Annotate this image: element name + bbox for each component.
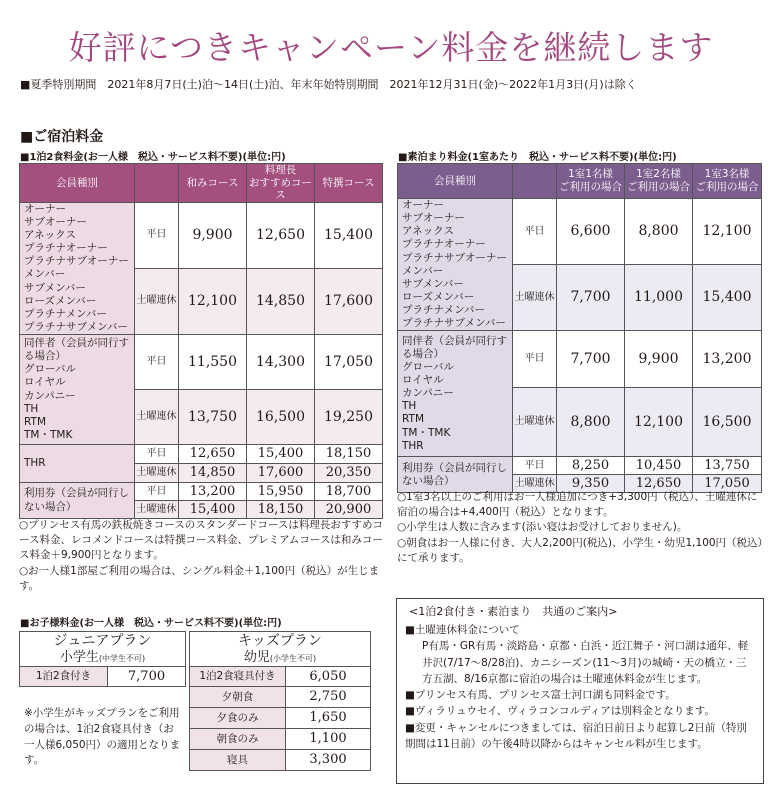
member-group-thr: THR [20,445,135,483]
price-cell: 20,900 [315,501,383,519]
price-cell: 16,500 [247,390,315,445]
price-cell: 8,250 [557,457,625,475]
price-cell: 17,050 [315,335,383,390]
kids-plan-label: 1泊2食寝具付き [190,667,286,687]
room-only-caption: ■素泊まり料金(1室あたり 税込・サービス料不要)(単位:円) [398,152,677,163]
day-weekday: 平日 [135,483,179,501]
day-weekday: 平日 [513,331,557,388]
price-cell: 12,650 [625,475,693,493]
price-cell: 12,100 [179,268,247,334]
col-tokusen: 特撰コース [315,164,383,203]
kids-plan-label: 夕食のみ [190,708,286,729]
note-single: ○お一人様1部屋ご利用の場合は、シングル料金＋1,100円（税込）が生じます。 [19,564,380,592]
price-cell: 12,100 [625,388,693,457]
col-chef: 料理長 おすすめコース [247,164,315,203]
kids-plan-label: 寝具 [190,750,286,771]
price-cell: 18,700 [315,483,383,501]
room-only-notes [397,490,765,566]
common-info-title: <1泊2食付き・素泊まり 共通のご案内> [409,605,618,618]
price-cell: 20,350 [315,464,383,483]
kids-plan-price: 6,050 [286,667,371,687]
half-board-notes [19,518,385,594]
day-weekday: 平日 [513,199,557,265]
price-cell: 17,600 [315,268,383,334]
common-info-box [396,598,764,784]
price-cell: 15,400 [315,202,383,268]
price-cell: 13,750 [693,457,762,475]
member-group-companion: 同伴者（会員が同行する場合） グローバル ロイヤル カンパニー TH RTM TM・TMK THR [398,331,513,457]
price-cell: 12,100 [693,199,762,265]
col-nagomi: 和みコース [179,164,247,203]
day-weekday: 平日 [513,457,557,475]
price-cell: 7,700 [557,331,625,388]
price-cell: 7,700 [557,265,625,331]
price-cell: 11,550 [179,335,247,390]
price-cell: 17,050 [693,475,762,493]
price-cell: 13,200 [693,331,762,388]
day-weekday: 平日 [135,445,179,464]
day-holiday: 土曜連休 [513,265,557,331]
member-group-ticket: 利用券（会員が同行しない場合） [20,483,135,519]
member-group-owner: オーナー サブオーナー アネックス プラチナオーナー プラチナサブオーナー メンバー サブメンバー ローズメンバー プラチナメンバー プラチナサブメンバー [398,199,513,331]
price-cell: 12,650 [247,202,315,268]
member-group-companion: 同伴者（会員が同行する場合） グローバル ロイヤル カンパニー TH RTM TM・TMK [20,335,135,445]
member-group-owner: オーナー サブオーナー アネックス プラチナオーナー プラチナサブオーナー メンバー サブメンバー ローズメンバー プラチナメンバー プラチナサブメンバー [20,202,135,334]
price-cell: 15,400 [693,265,762,331]
price-cell: 11,000 [625,265,693,331]
price-cell: 18,150 [315,445,383,464]
kids-plan-label: 朝食のみ [190,729,286,750]
price-cell: 8,800 [557,388,625,457]
kids-plan-price: 1,650 [286,708,371,729]
kids-plan-price: 1,100 [286,729,371,750]
col-three-guests: 1室3名様 ご利用の場合 [693,164,762,199]
day-holiday: 土曜連休 [135,501,179,519]
day-holiday: 土曜連休 [135,390,179,445]
price-cell: 14,850 [247,268,315,334]
day-holiday: 土曜連休 [135,464,179,483]
price-cell: 13,200 [179,483,247,501]
price-cell: 10,450 [625,457,693,475]
half-board-caption: ■1泊2食料金(お一人様 税込・サービス料不要)(単位:円) [20,152,286,163]
price-cell: 18,150 [247,501,315,519]
kids-plan-label: 夕朝食 [190,687,286,708]
day-weekday: 平日 [135,335,179,390]
note-extra-guest: ○1室3名以上のご利用はお一人様追加につき+3,300円（税込）、土曜連休に宿泊の場合は+4,400円（税込）となります。 [397,491,758,519]
price-cell: 9,350 [557,475,625,493]
junior-plan-table [19,631,186,687]
price-cell: 19,250 [315,390,383,445]
price-cell: 8,800 [625,199,693,265]
junior-plan-header: ジュニアプラン 小学生(中学生不可) [20,632,186,667]
special-period-note: ■夏季特別期間 2021年8月7日(土)泊〜14日(土)泊、年末年始特別期間 2021年12月31日(金)〜2022年1月3日(月)は除く [20,78,637,91]
kids-note: ※小学生がキッズプランをご利用の場合は、1泊2食寝具付き（お一人様6,050円）の適用となります。 [24,707,181,767]
note-teppanyaki: ○プリンセス有馬の鉄板焼きコースのスタンダードコースは料理長おすすめコース料金、レコメンドコースは特撰コース料金、プレミアムコースは和みコース料金＋9,900円となります。 [19,519,383,562]
kids-caption: ■お子様料金(お一人様 税込・サービス料不要)(単位:円) [20,618,282,629]
price-cell: 16,500 [693,388,762,457]
price-cell: 17,600 [247,464,315,483]
day-weekday: 平日 [135,202,179,268]
note-children-count: ○小学生は人数に含みます(添い寝はお受けしておりません)。 [397,521,688,534]
col-member-type: 会員種別 [398,164,513,199]
kids-plan-price: 3,300 [286,750,371,771]
price-cell: 14,850 [179,464,247,483]
price-cell: 13,750 [179,390,247,445]
note-breakfast: ○朝食はお一人様に付き、大人2,200円(税込)、小学生・幼児1,100円（税込）にて承ります。 [397,536,763,564]
col-two-guests: 1室2名様 ご利用の場合 [625,164,693,199]
half-board-table [19,163,383,519]
kids-plan-table [189,631,371,771]
member-group-ticket: 利用券（会員が同行しない場合） [398,457,513,493]
common-item-villa: ■ヴィラリュウセイ、ヴィラコンコルディアは別料金となります。 [405,705,715,718]
day-holiday: 土曜連休 [135,268,179,334]
common-item-cancel: ■変更・キャンセルにつきましては、宿泊日前日より起算し2日前（特別期間は11日前）の午後4時以降からはキャンセル料が生じます。 [405,721,747,750]
day-holiday: 土曜連休 [513,475,557,493]
day-holiday: 土曜連休 [513,388,557,457]
price-cell: 15,400 [247,445,315,464]
junior-plan-price: 7,700 [108,667,186,687]
page-title: 好評につきキャンペーン料金を継続します [68,28,714,67]
price-cell: 9,900 [625,331,693,388]
kids-plan-header: キッズプラン 幼児(小学生不可) [190,632,371,667]
price-cell: 14,300 [247,335,315,390]
common-item-same-price: ■プリンセス有馬、プリンセス富士河口湖も同料金です。 [405,689,676,702]
kids-plan-price: 2,750 [286,687,371,708]
price-cell: 6,600 [557,199,625,265]
junior-plan-label: 1泊2食付き [20,667,108,687]
col-one-guest: 1室1名様 ご利用の場合 [557,164,625,199]
common-item-saturday: ■土曜連休料金について P有馬・GR有馬・淡路島・京都・白浜・近江舞子・河口湖は通年、軽井沢(7/17〜8/28泊)、カニシーズン(11〜3月)の城崎・天の橋立・三方五湖、8/16京都に宿泊の場合は土曜連休料金が生じます。 [405,624,749,685]
stay-heading: ■ご宿泊料金 [20,129,104,145]
price-cell: 12,650 [179,445,247,464]
price-cell: 15,950 [247,483,315,501]
room-only-table [397,163,762,493]
price-cell: 9,900 [179,202,247,268]
price-cell: 15,400 [179,501,247,519]
col-member-type: 会員種別 [20,164,135,203]
